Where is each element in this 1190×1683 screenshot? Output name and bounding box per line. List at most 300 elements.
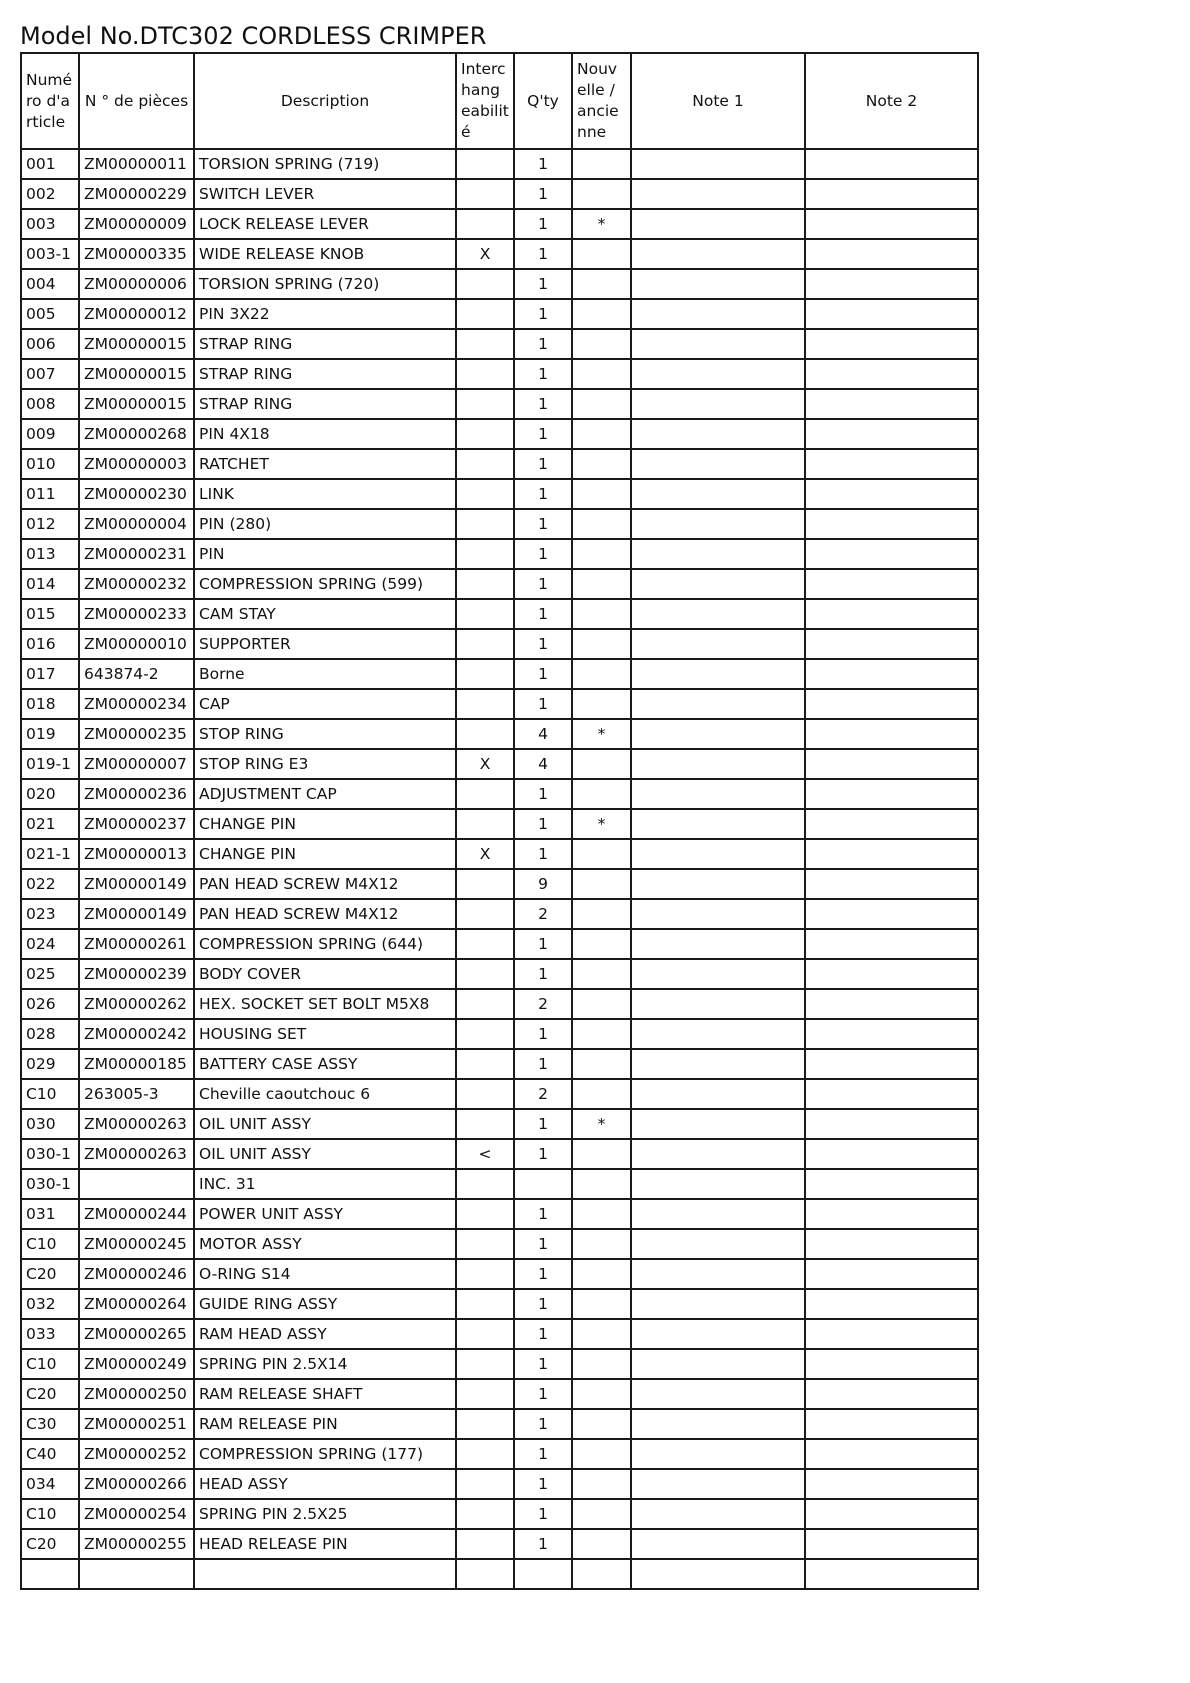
cell-interchangeability [456, 659, 514, 689]
cell-description: PAN HEAD SCREW M4X12 [194, 869, 456, 899]
cell-new-old [572, 509, 631, 539]
cell-quantity: 1 [514, 1109, 572, 1139]
cell-part-number: ZM00000254 [79, 1499, 194, 1529]
cell-note-1 [631, 1289, 805, 1319]
cell-interchangeability [456, 1559, 514, 1589]
cell-new-old [572, 329, 631, 359]
cell-interchangeability [456, 1319, 514, 1349]
cell-description: STRAP RING [194, 329, 456, 359]
cell-note-2 [805, 449, 978, 479]
cell-item-number: 017 [21, 659, 79, 689]
cell-note-1 [631, 989, 805, 1019]
cell-note-1 [631, 179, 805, 209]
cell-interchangeability [456, 1469, 514, 1499]
cell-note-1 [631, 269, 805, 299]
cell-note-1 [631, 569, 805, 599]
cell-interchangeability [456, 629, 514, 659]
cell-note-1 [631, 149, 805, 179]
cell-new-old [572, 1019, 631, 1049]
cell-quantity: 1 [514, 1259, 572, 1289]
cell-new-old [572, 1079, 631, 1109]
cell-description: PIN 4X18 [194, 419, 456, 449]
table-row [21, 359, 978, 389]
cell-quantity: 1 [514, 809, 572, 839]
cell-interchangeability: X [456, 839, 514, 869]
cell-interchangeability [456, 989, 514, 1019]
cell-quantity: 1 [514, 359, 572, 389]
table-row [21, 419, 978, 449]
cell-new-old: * [572, 719, 631, 749]
cell-note-1 [631, 1559, 805, 1589]
cell-note-1 [631, 719, 805, 749]
table-row [21, 1499, 978, 1529]
table-row [21, 149, 978, 179]
cell-note-2 [805, 209, 978, 239]
cell-note-2 [805, 269, 978, 299]
cell-interchangeability [456, 899, 514, 929]
cell-note-1 [631, 359, 805, 389]
cell-description: SPRING PIN 2.5X25 [194, 1499, 456, 1529]
cell-note-2 [805, 989, 978, 1019]
table-row [21, 839, 978, 869]
cell-part-number: ZM00000239 [79, 959, 194, 989]
cell-part-number: 643874-2 [79, 659, 194, 689]
cell-item-number: 018 [21, 689, 79, 719]
cell-new-old [572, 149, 631, 179]
cell-quantity: 1 [514, 1199, 572, 1229]
cell-quantity: 1 [514, 419, 572, 449]
cell-note-2 [805, 329, 978, 359]
cell-item-number: 024 [21, 929, 79, 959]
cell-quantity: 1 [514, 929, 572, 959]
table-row [21, 209, 978, 239]
cell-part-number: ZM00000004 [79, 509, 194, 539]
cell-new-old [572, 989, 631, 1019]
cell-note-1 [631, 629, 805, 659]
cell-new-old [572, 689, 631, 719]
cell-note-2 [805, 839, 978, 869]
table-row [21, 749, 978, 779]
cell-item-number: C40 [21, 1439, 79, 1469]
cell-note-2 [805, 1529, 978, 1559]
cell-new-old [572, 449, 631, 479]
cell-item-number: 012 [21, 509, 79, 539]
page-title: Model No.DTC302 CORDLESS CRIMPER [20, 22, 487, 50]
cell-note-2 [805, 1229, 978, 1259]
cell-note-1 [631, 779, 805, 809]
cell-quantity: 1 [514, 1379, 572, 1409]
cell-interchangeability [456, 419, 514, 449]
header-new-old: Nouv elle / ancie nne [572, 53, 631, 149]
cell-note-2 [805, 1049, 978, 1079]
cell-part-number: ZM00000234 [79, 689, 194, 719]
cell-part-number: ZM00000236 [79, 779, 194, 809]
cell-part-number: ZM00000266 [79, 1469, 194, 1499]
table-row [21, 719, 978, 749]
cell-new-old [572, 1289, 631, 1319]
table-row [21, 629, 978, 659]
table-row [21, 449, 978, 479]
cell-note-1 [631, 899, 805, 929]
cell-note-2 [805, 359, 978, 389]
cell-description: CAP [194, 689, 456, 719]
cell-note-2 [805, 689, 978, 719]
cell-note-2 [805, 1199, 978, 1229]
cell-interchangeability [456, 539, 514, 569]
cell-quantity: 1 [514, 479, 572, 509]
cell-description: LOCK RELEASE LEVER [194, 209, 456, 239]
cell-quantity: 1 [514, 389, 572, 419]
cell-description: POWER UNIT ASSY [194, 1199, 456, 1229]
cell-note-1 [631, 239, 805, 269]
cell-new-old [572, 869, 631, 899]
cell-note-1 [631, 209, 805, 239]
table-row [21, 329, 978, 359]
cell-quantity: 1 [514, 1469, 572, 1499]
cell-note-2 [805, 1409, 978, 1439]
cell-interchangeability [456, 929, 514, 959]
cell-description: SWITCH LEVER [194, 179, 456, 209]
cell-note-1 [631, 1259, 805, 1289]
cell-note-2 [805, 1499, 978, 1529]
cell-note-2 [805, 809, 978, 839]
cell-new-old [572, 1199, 631, 1229]
cell-description: HOUSING SET [194, 1019, 456, 1049]
cell-note-1 [631, 1469, 805, 1499]
cell-new-old [572, 959, 631, 989]
table-row [21, 1049, 978, 1079]
cell-note-2 [805, 239, 978, 269]
cell-item-number: 019-1 [21, 749, 79, 779]
table-row [21, 389, 978, 419]
cell-new-old [572, 479, 631, 509]
cell-item-number: 032 [21, 1289, 79, 1319]
cell-note-2 [805, 419, 978, 449]
cell-note-2 [805, 1169, 978, 1199]
cell-item-number: 034 [21, 1469, 79, 1499]
cell-interchangeability [456, 299, 514, 329]
table-row [21, 1409, 978, 1439]
cell-new-old [572, 899, 631, 929]
cell-quantity: 1 [514, 629, 572, 659]
cell-new-old [572, 659, 631, 689]
cell-interchangeability [456, 1379, 514, 1409]
cell-new-old [572, 779, 631, 809]
cell-note-2 [805, 929, 978, 959]
cell-item-number: C20 [21, 1259, 79, 1289]
cell-quantity: 1 [514, 959, 572, 989]
cell-quantity: 1 [514, 1529, 572, 1559]
cell-new-old [572, 1229, 631, 1259]
cell-part-number: ZM00000235 [79, 719, 194, 749]
table-row [21, 1259, 978, 1289]
cell-item-number: 023 [21, 899, 79, 929]
cell-part-number: ZM00000232 [79, 569, 194, 599]
cell-quantity: 4 [514, 749, 572, 779]
cell-quantity: 1 [514, 1229, 572, 1259]
cell-description: RAM RELEASE SHAFT [194, 1379, 456, 1409]
table-row [21, 569, 978, 599]
cell-new-old [572, 269, 631, 299]
cell-interchangeability [456, 149, 514, 179]
cell-interchangeability [456, 1259, 514, 1289]
cell-description: HEX. SOCKET SET BOLT M5X8 [194, 989, 456, 1019]
cell-note-2 [805, 779, 978, 809]
cell-interchangeability [456, 1289, 514, 1319]
cell-note-2 [805, 719, 978, 749]
cell-note-1 [631, 1199, 805, 1229]
cell-interchangeability [456, 359, 514, 389]
cell-part-number: ZM00000229 [79, 179, 194, 209]
cell-new-old [572, 569, 631, 599]
cell-item-number: 021 [21, 809, 79, 839]
cell-note-2 [805, 1379, 978, 1409]
table-row [21, 239, 978, 269]
cell-interchangeability [456, 1049, 514, 1079]
cell-note-1 [631, 1139, 805, 1169]
cell-part-number: ZM00000009 [79, 209, 194, 239]
table-row [21, 539, 978, 569]
cell-description: STRAP RING [194, 389, 456, 419]
cell-interchangeability: X [456, 239, 514, 269]
cell-quantity [514, 1559, 572, 1589]
cell-note-2 [805, 1289, 978, 1319]
cell-note-1 [631, 809, 805, 839]
cell-part-number: ZM00000237 [79, 809, 194, 839]
cell-quantity: 2 [514, 1079, 572, 1109]
cell-quantity: 1 [514, 1019, 572, 1049]
cell-note-2 [805, 749, 978, 779]
cell-new-old [572, 1379, 631, 1409]
cell-item-number: C30 [21, 1409, 79, 1439]
cell-description: PAN HEAD SCREW M4X12 [194, 899, 456, 929]
cell-new-old [572, 1529, 631, 1559]
cell-interchangeability [456, 1229, 514, 1259]
cell-quantity: 2 [514, 989, 572, 1019]
cell-note-2 [805, 149, 978, 179]
table-row [21, 659, 978, 689]
cell-note-2 [805, 1559, 978, 1589]
cell-item-number: 016 [21, 629, 79, 659]
table-row [21, 1559, 978, 1589]
cell-description: TORSION SPRING (720) [194, 269, 456, 299]
cell-interchangeability [456, 509, 514, 539]
cell-quantity: 9 [514, 869, 572, 899]
cell-part-number: ZM00000244 [79, 1199, 194, 1229]
cell-part-number: ZM00000003 [79, 449, 194, 479]
cell-interchangeability [456, 1529, 514, 1559]
cell-new-old [572, 539, 631, 569]
cell-quantity: 1 [514, 239, 572, 269]
cell-interchangeability [456, 1439, 514, 1469]
cell-note-2 [805, 1109, 978, 1139]
cell-description: CAM STAY [194, 599, 456, 629]
cell-new-old [572, 599, 631, 629]
cell-interchangeability [456, 779, 514, 809]
table-row [21, 869, 978, 899]
cell-description: LINK [194, 479, 456, 509]
cell-quantity: 1 [514, 329, 572, 359]
cell-item-number: 020 [21, 779, 79, 809]
cell-interchangeability [456, 179, 514, 209]
cell-new-old [572, 839, 631, 869]
cell-part-number: ZM00000252 [79, 1439, 194, 1469]
cell-description: CHANGE PIN [194, 839, 456, 869]
cell-interchangeability: < [456, 1139, 514, 1169]
cell-note-1 [631, 1109, 805, 1139]
cell-note-1 [631, 929, 805, 959]
cell-part-number: ZM00000264 [79, 1289, 194, 1319]
cell-description: Cheville caoutchouc 6 [194, 1079, 456, 1109]
cell-note-1 [631, 1319, 805, 1349]
parts-table-container [20, 52, 980, 1674]
table-row [21, 1379, 978, 1409]
header-note-1: Note 1 [631, 53, 805, 149]
table-row [21, 1079, 978, 1109]
cell-item-number: 006 [21, 329, 79, 359]
cell-item-number: 011 [21, 479, 79, 509]
header-row [21, 53, 978, 149]
cell-description: ADJUSTMENT CAP [194, 779, 456, 809]
cell-item-number: C20 [21, 1529, 79, 1559]
cell-note-1 [631, 329, 805, 359]
cell-note-2 [805, 959, 978, 989]
cell-quantity: 1 [514, 599, 572, 629]
cell-interchangeability [456, 809, 514, 839]
cell-description: PIN [194, 539, 456, 569]
cell-new-old [572, 419, 631, 449]
cell-description: COMPRESSION SPRING (599) [194, 569, 456, 599]
cell-new-old [572, 1469, 631, 1499]
cell-quantity [514, 1169, 572, 1199]
cell-new-old [572, 1139, 631, 1169]
cell-item-number: C10 [21, 1079, 79, 1109]
cell-note-1 [631, 1499, 805, 1529]
cell-part-number: ZM00000010 [79, 629, 194, 659]
table-row [21, 1319, 978, 1349]
cell-interchangeability: X [456, 749, 514, 779]
cell-description: BODY COVER [194, 959, 456, 989]
cell-quantity: 1 [514, 269, 572, 299]
cell-note-1 [631, 449, 805, 479]
cell-part-number: ZM00000011 [79, 149, 194, 179]
cell-note-1 [631, 539, 805, 569]
cell-note-1 [631, 1049, 805, 1079]
cell-description: OIL UNIT ASSY [194, 1139, 456, 1169]
table-row [21, 1529, 978, 1559]
cell-interchangeability [456, 1019, 514, 1049]
cell-item-number: 028 [21, 1019, 79, 1049]
cell-part-number: ZM00000007 [79, 749, 194, 779]
cell-note-2 [805, 629, 978, 659]
table-row [21, 1349, 978, 1379]
cell-note-2 [805, 509, 978, 539]
cell-interchangeability [456, 599, 514, 629]
cell-item-number: 015 [21, 599, 79, 629]
cell-part-number: ZM00000231 [79, 539, 194, 569]
cell-item-number: C20 [21, 1379, 79, 1409]
table-row [21, 299, 978, 329]
cell-part-number: ZM00000262 [79, 989, 194, 1019]
cell-description: O-RING S14 [194, 1259, 456, 1289]
cell-note-2 [805, 1349, 978, 1379]
cell-item-number [21, 1559, 79, 1589]
cell-part-number: ZM00000250 [79, 1379, 194, 1409]
cell-quantity: 1 [514, 209, 572, 239]
cell-quantity: 1 [514, 839, 572, 869]
cell-quantity: 1 [514, 1319, 572, 1349]
cell-part-number: ZM00000245 [79, 1229, 194, 1259]
cell-new-old [572, 1559, 631, 1589]
cell-description: COMPRESSION SPRING (644) [194, 929, 456, 959]
cell-description: PIN (280) [194, 509, 456, 539]
cell-part-number: ZM00000185 [79, 1049, 194, 1079]
table-row [21, 1139, 978, 1169]
cell-description: PIN 3X22 [194, 299, 456, 329]
cell-part-number: ZM00000265 [79, 1319, 194, 1349]
cell-item-number: 025 [21, 959, 79, 989]
table-row [21, 779, 978, 809]
table-row [21, 1439, 978, 1469]
cell-part-number: ZM00000249 [79, 1349, 194, 1379]
cell-note-2 [805, 1019, 978, 1049]
cell-note-1 [631, 1529, 805, 1559]
cell-new-old [572, 1349, 631, 1379]
table-row [21, 179, 978, 209]
cell-part-number: ZM00000263 [79, 1109, 194, 1139]
cell-item-number: C10 [21, 1229, 79, 1259]
cell-quantity: 1 [514, 689, 572, 719]
cell-description: WIDE RELEASE KNOB [194, 239, 456, 269]
cell-part-number: ZM00000006 [79, 269, 194, 299]
header-note-2: Note 2 [805, 53, 978, 149]
cell-note-2 [805, 569, 978, 599]
table-row [21, 1199, 978, 1229]
table-row [21, 599, 978, 629]
cell-part-number: ZM00000268 [79, 419, 194, 449]
cell-part-number: ZM00000015 [79, 359, 194, 389]
cell-quantity: 1 [514, 1289, 572, 1319]
cell-part-number: ZM00000013 [79, 839, 194, 869]
cell-quantity: 2 [514, 899, 572, 929]
cell-description: MOTOR ASSY [194, 1229, 456, 1259]
cell-item-number: 029 [21, 1049, 79, 1079]
cell-interchangeability [456, 1349, 514, 1379]
cell-item-number: 008 [21, 389, 79, 419]
table-row [21, 1229, 978, 1259]
cell-note-2 [805, 1469, 978, 1499]
cell-item-number: 003-1 [21, 239, 79, 269]
cell-interchangeability [456, 1499, 514, 1529]
cell-new-old [572, 389, 631, 419]
cell-new-old [572, 1439, 631, 1469]
cell-description: RAM RELEASE PIN [194, 1409, 456, 1439]
cell-note-1 [631, 869, 805, 899]
cell-new-old [572, 629, 631, 659]
cell-interchangeability [456, 449, 514, 479]
cell-item-number: 022 [21, 869, 79, 899]
cell-new-old [572, 1409, 631, 1439]
cell-interchangeability [456, 1409, 514, 1439]
cell-description: TORSION SPRING (719) [194, 149, 456, 179]
cell-note-2 [805, 899, 978, 929]
cell-item-number: 007 [21, 359, 79, 389]
cell-note-1 [631, 1079, 805, 1109]
cell-note-1 [631, 689, 805, 719]
cell-note-1 [631, 1349, 805, 1379]
table-row [21, 1169, 978, 1199]
cell-item-number: 005 [21, 299, 79, 329]
